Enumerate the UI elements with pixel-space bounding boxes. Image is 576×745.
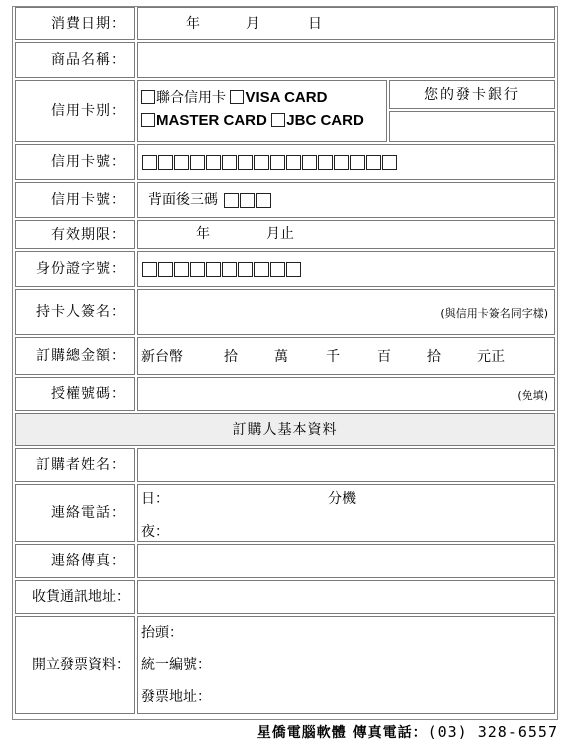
auth-code-label: 授權號碼：	[15, 377, 135, 411]
card-type-options	[137, 80, 387, 142]
card-option-union: 聯合信用卡	[156, 90, 226, 106]
footer-fax-number: (03) 328-6557	[427, 723, 558, 741]
date-label: 消費日期：	[15, 7, 135, 40]
invoice-field[interactable]	[137, 616, 555, 714]
signature-note: (與信用卡簽名同字樣)	[440, 307, 548, 320]
card-option-jbc: JBC CARD	[286, 112, 364, 129]
address-field[interactable]	[137, 580, 555, 614]
expiry-label: 有效期限：	[15, 220, 135, 249]
card-number-label: 信用卡號：	[15, 144, 135, 180]
phone-label: 連絡電話：	[15, 484, 135, 542]
amount-field[interactable]	[137, 337, 555, 375]
amount-unit-yuan: 元正	[477, 349, 505, 365]
fax-field[interactable]	[137, 544, 555, 578]
invoice-address-label: 發票地址：	[141, 689, 211, 705]
product-label: 商品名稱：	[15, 42, 135, 78]
invoice-title-label: 抬頭：	[141, 625, 183, 641]
amount-unit-thousand: 千	[326, 349, 340, 365]
buyer-name-field[interactable]	[137, 448, 555, 482]
card-cvv-label: 信用卡號：	[15, 182, 135, 218]
card-cvv-field[interactable]	[137, 182, 555, 218]
cvv-label: 背面後三碼	[148, 192, 218, 208]
auth-code-field[interactable]	[137, 377, 555, 411]
checkbox-jbc-card[interactable]	[271, 113, 285, 127]
issuing-bank-label: 您的發卡銀行	[389, 80, 555, 109]
buyer-section-header: 訂購人基本資料	[15, 413, 555, 446]
fax-label: 連絡傳真：	[15, 544, 135, 578]
id-number-label: 身份證字號：	[15, 251, 135, 287]
date-month: 月	[246, 15, 260, 32]
id-number-field[interactable]	[137, 251, 555, 287]
signature-field[interactable]	[137, 289, 555, 335]
amount-unit-hundred: 百	[377, 349, 391, 365]
date-day: 日	[308, 15, 322, 32]
signature-label: 持卡人簽名：	[15, 289, 135, 335]
card-option-visa: VISA CARD	[245, 89, 328, 106]
product-field[interactable]	[137, 42, 555, 78]
issuing-bank-field[interactable]	[389, 111, 555, 142]
card-type-label: 信用卡別：	[15, 80, 135, 142]
checkbox-master-card[interactable]	[141, 113, 155, 127]
amount-unit-ten-thousand-tens: 拾	[224, 349, 238, 365]
footer-contact	[257, 722, 558, 742]
amount-unit-ten-thousand: 萬	[274, 349, 288, 365]
expiry-year: 年	[196, 226, 210, 242]
address-label: 收貨通訊地址：	[15, 580, 135, 614]
cvv-boxes	[224, 193, 271, 208]
amount-unit-ten: 拾	[427, 349, 441, 365]
auth-code-note: (免填)	[517, 389, 548, 402]
buyer-name-label: 訂購者姓名：	[15, 448, 135, 482]
phone-field[interactable]	[137, 484, 555, 542]
invoice-taxid-label: 統一編號：	[141, 657, 211, 673]
date-year: 年	[186, 15, 200, 32]
footer-company: 星僑電腦軟體 傳真電話：	[256, 725, 428, 741]
amount-label: 訂購總金額：	[15, 337, 135, 375]
phone-extension-label: 分機	[328, 491, 356, 507]
checkbox-visa-card[interactable]	[230, 90, 244, 104]
phone-day-label: 日：	[141, 491, 169, 507]
invoice-label: 開立發票資料：	[15, 616, 135, 714]
phone-night-label: 夜：	[141, 524, 169, 540]
id-number-boxes	[142, 262, 301, 277]
card-option-master: MASTER CARD	[156, 112, 267, 129]
date-field[interactable]	[137, 7, 555, 40]
checkbox-union-card[interactable]	[141, 90, 155, 104]
amount-currency: 新台幣	[141, 349, 183, 365]
expiry-month: 月止	[266, 226, 294, 242]
card-number-boxes	[142, 155, 397, 170]
expiry-field[interactable]	[137, 220, 555, 249]
card-number-field[interactable]	[137, 144, 555, 180]
